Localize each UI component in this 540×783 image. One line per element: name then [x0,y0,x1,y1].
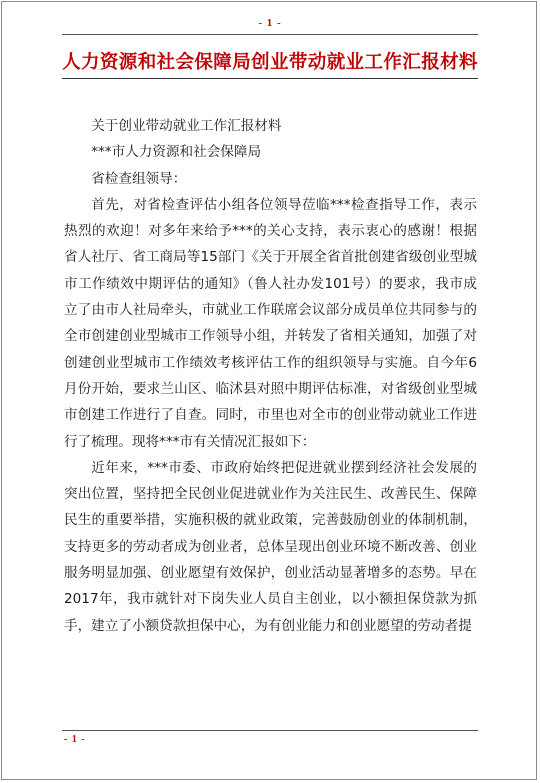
document-body [64,113,477,639]
footer-page-number: - 1 - [64,734,86,745]
body-paragraph-subject: 关于创业带动就业工作汇报材料 [91,118,282,134]
title-rule [62,78,478,79]
body-paragraph-overview: 近年来，***市委、市政府始终把促进就业摆到经济社会发展的突出位置，坚持把全民创业促进就业作为关注民生、改善民生、保障民生的重要举措，实施积极的就业政策，完善鼓励创业的体制机制，支持更多的劳动者成为创业者，总体呈现出创业环境不断改善、创业服务明显加强、创业愿望有效保护，创业活动显著增多的态势。早在2017年，我市就针对下岗失业人员自主创业，以小额担保贷款为抓手，建立了小额贷款担保中心，为有创业能力和创业愿望的劳动者提 [64,459,477,634]
header-page-number: - 1 - [258,17,282,29]
body-paragraph-salutation: 省检查组领导： [91,170,187,187]
body-paragraph-sender: ***市人力资源和社会保障局 [91,144,262,161]
document-title: 人力资源和社会保障局创业带动就业工作汇报材料 [62,52,478,73]
header-rule [62,34,478,35]
footer-rule [62,730,478,731]
body-paragraph-intro: 首先，对省检查评估小组各位领导莅临***检查指导工作，表示热烈的欢迎！对多年来给予***的关心支持，表示衷心的感谢！根据省人社厅、省工商局等15部门《关于开展全省首批创建省级创业型城市工作绩效中期评估的通知》（鲁人社办发101号）的要求，我市成立了由市人社局牵头，市就业工作联席会议部分成员单位共同参与的全市创建创业型城市工作领导小组，并转发了省相关通知，加强了对创建创业型城市工作绩效考核评估工作的组织领导与实施。自今年6月份开始，要求兰山区、临沭县对照中期评估标准，对省级创业型城市创建工作进行了自查。同时，市里也对全市的创业带动就业工作进行了梳理。现将***市有关情况汇报如下： [64,196,477,450]
